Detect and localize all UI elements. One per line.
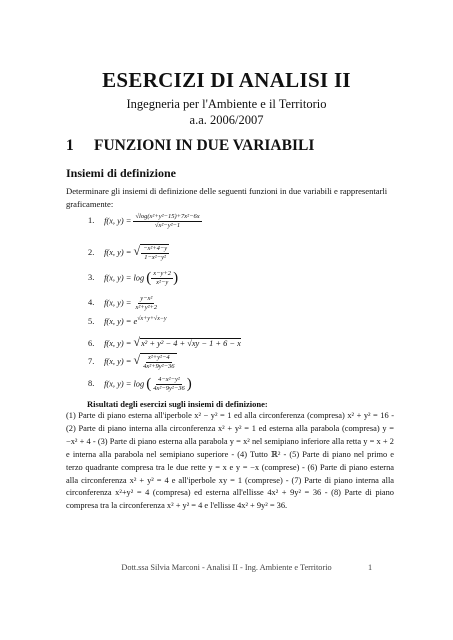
- exercise-number: 1.: [88, 216, 95, 226]
- exercise-1: [88, 213, 202, 230]
- exercise-fraction: [133, 213, 201, 230]
- exercise-expression: x² + y² − 4 + √xy − 1 + 6 − x: [141, 339, 241, 348]
- exercise-lhs: f(x, y) =: [104, 298, 132, 308]
- fraction-denominator: 4x²+9y²−36: [143, 363, 175, 371]
- exercise-lhs: f(x, y) =: [104, 216, 132, 226]
- subsection-heading: Insiemi di definizione: [66, 166, 177, 180]
- exercise-number: 6.: [88, 339, 95, 348]
- exercise-lhs: f(x, y) =: [104, 339, 132, 348]
- exercise-lhs: f(x, y) = e: [104, 316, 138, 326]
- paren-left-icon: (: [146, 270, 152, 286]
- fraction-denominator: x²−y: [156, 279, 169, 286]
- section-heading: [66, 137, 314, 155]
- footer-text: Dott.ssa Silvia Marconi - Analisi II - Ing. Ambiente e Territorio: [121, 563, 332, 572]
- intro-paragraph: Determinare gli insiemi di definizione delle seguenti funzioni in due variabili e rappresentarli graficamente:: [66, 186, 388, 209]
- results-title: Risultati degli esercizi sugli insiemi di definizione:: [87, 399, 268, 409]
- exercise-fraction: [151, 376, 186, 393]
- fraction-denominator: √x²−y²−1: [154, 222, 181, 229]
- sqrt-icon: √: [133, 353, 141, 367]
- exercise-6: [88, 335, 241, 350]
- section-title: FUNZIONI IN DUE VARIABILI: [94, 137, 315, 154]
- course-name: Ingegneria per l'Ambiente e il Territorio: [126, 97, 327, 111]
- exercise-fraction: [151, 270, 173, 287]
- fraction-denominator: x²+y²+2: [135, 304, 158, 311]
- exercise-fraction: [133, 295, 159, 312]
- fraction-denominator: 1−x²−y²: [144, 254, 166, 262]
- exercise-lhs: f(x, y) = log: [104, 379, 145, 389]
- paren-right-icon: ): [173, 270, 179, 286]
- academic-year: a.a. 2006/2007: [189, 113, 264, 127]
- exercise-number: 3.: [88, 273, 95, 283]
- exercise-fraction: [140, 244, 169, 262]
- exercise-lhs: f(x, y) =: [104, 248, 132, 257]
- exercise-8: [88, 376, 192, 393]
- results-paragraph: (1) Parte di piano esterna all'iperbole x² − y² = 1 ed alla circonferenza (compresa) x² + y² = 16 - (2) Parte di piano interna alla circonferenza x² + y² = 1 ed esterna alla parabola (compresa) y = −x² + 4 - (3) Parte di piano esterna alla parabola y = x² nel semipiano inferiore alla retta y = x + 2 e interna alla parabola nel semipiano superiore - (4) Tutto ℝ² - (5) Parte di piano nel primo e terzo quadrante compresa tra le due rette y = x e y = −x (comprese) - (6) Parte di piano esterna alla circonferenza x² + y² = 4 e all'iperbole xy = 1 (comprese) - (7) Parte di piano interna alla circonferenza x²+y² = 4 (compresa) ed esterna all'ellisse 4x² + 9y² = 36 - (8) Parte di piano compresa tra la circonferenza x² + y² = 4 e l'ellisse 4x² + 9y² = 36.: [66, 411, 394, 511]
- exercise-number: 4.: [88, 298, 95, 308]
- exercise-7: [88, 353, 177, 371]
- exercise-lhs: f(x, y) = log: [104, 273, 145, 283]
- exercise-number: 7.: [88, 357, 95, 366]
- fraction-denominator: 4x²−9y²−36: [153, 385, 185, 392]
- exercise-fraction: [140, 353, 176, 371]
- exercise-3: [88, 270, 178, 287]
- fraction-numerator: 4−x²−y²: [158, 376, 180, 383]
- exercise-number: 2.: [88, 248, 95, 257]
- document-title: ESERCIZI DI ANALISI II: [102, 68, 351, 92]
- paren-left-icon: (: [146, 376, 152, 392]
- exercise-number: 8.: [88, 379, 95, 389]
- paren-right-icon: ): [186, 376, 192, 392]
- fraction-numerator: x−y+2: [153, 270, 172, 277]
- page-number: 1: [368, 563, 373, 572]
- exercise-lhs: f(x, y) =: [104, 357, 132, 366]
- sqrt-icon: √: [133, 244, 141, 258]
- exponent: √x+y+√x−y: [137, 316, 167, 322]
- fraction-numerator: −x²+4−y: [143, 245, 168, 253]
- exercise-4: [88, 295, 159, 312]
- fraction-numerator: y−x²: [140, 295, 153, 302]
- exercise-2: [88, 244, 169, 262]
- section-number: 1: [66, 137, 74, 154]
- fraction-numerator: √log(x²+y²−15)+7x²−6x: [135, 213, 200, 220]
- sqrt-icon: √: [133, 335, 141, 349]
- exercise-number: 5.: [88, 316, 95, 326]
- exercise-5: [88, 316, 167, 326]
- fraction-numerator: x²+y²−4: [147, 354, 170, 362]
